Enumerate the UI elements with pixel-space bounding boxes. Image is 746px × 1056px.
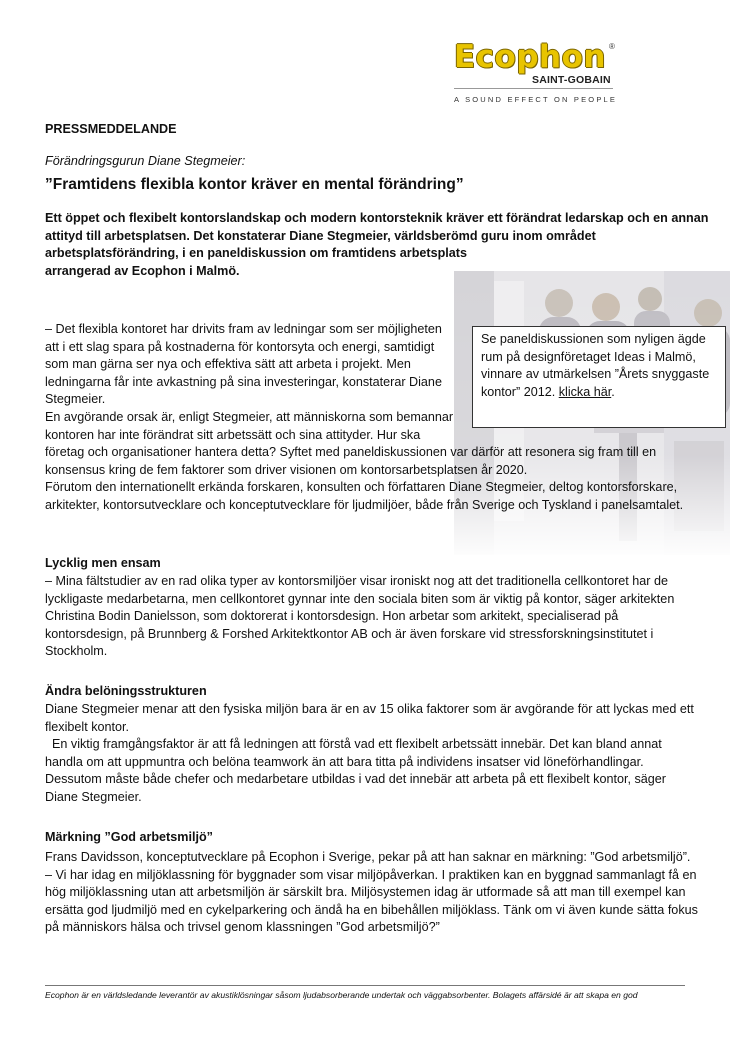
section-body-lycklig: – Mina fältstudier av en rad olika typer av kontorsmiljöer visar ironiskt nog att det traditionella cellkontoret har de lyckligaste medarbetarna, men cellkontoret gynnar inte den sociala biten som är viktig på kontor, säger arkitekten Christina Bodin Danielsson, som doktorerat i kontorsdesign. Hon arbetar som arkitekt, specialiserad på kontorsdesign, på Brunnberg & Forshed Arkitektkontor AB och är även forskare vid stressforskningsinstitutet i Stockholm.: [45, 574, 675, 659]
section-title-belonings: Ändra belöningsstrukturen: [45, 684, 207, 698]
lead-paragraph: Ett öppet och flexibelt kontorslandskap och modern kontorsteknik kräver ett förändrat ledarskap och en annan attityd till arbetsplatsen. Det konstaterar Diane Stegmeier, världsberömd guru inom området arbetsplatsförändring, i en paneldiskussion om framtidens arbetsplats arrangerad av Ecophon i Malmö.: [45, 211, 709, 278]
ecophon-logo: Ecophon: [454, 39, 606, 75]
section-title-lycklig: Lycklig men ensam: [45, 556, 161, 570]
logo-tagline: A SOUND EFFECT ON PEOPLE: [454, 95, 618, 104]
footer-text: Ecophon är en världsledande leverantör av akustiklösningar såsom ljudabsorberande undertak och väggabsorbenter. Bolagets affärsidé är att skapa en god: [45, 990, 638, 1000]
doc-label: PRESSMEDDELANDE: [45, 122, 177, 136]
body-paragraph-1: – Det flexibla kontoret har drivits fram av ledningar som ser möjligheten att i ett slag spara på kostnaderna för kontorsyta och energi, samtidigt som man gärna ser nya och effektiva sätt att arbeta i projekt. Men ledningarna får inte avkastning på sina investeringar, konstaterar Diane Stegmeier. En avgörande orsak är, enligt Stegmeier, att människorna som bemannar kontoren har inte förändrat sitt arbetssätt och sina attityder. Hur ska företag och organisationer hantera detta? Syftet med paneldiskussionen var därför att resonera sig fram till en konsensus kring de fem faktorer som driver visionen om kontorsarbetsplatsen år 2020. Förutom den internationellt erkända forskaren, konsulten och författaren Diane Stegmeier, deltog kontorsforskare, arkitekter, kontorsutvecklare och konceptutvecklare för ljudmiljöer, både från Sverige och Tyskland i panelsamtalet.: [45, 322, 684, 512]
section-body-markning: Frans Davidsson, konceptutvecklare på Ecophon i Sverige, pekar på att han saknar en märkning: ”God arbetsmiljö”. – Vi har idag en miljöklassning för byggnader som visar miljöpåverkan. I praktiken kan en byggnad sammanlagt få en hög miljöklassning utan att arbetsmiljön är särskilt bra. Miljösystemen idag är utformade så att man till exempel kan ersätta god ljudmiljö med en cykelparkering och ändå ha en bibehållen miljöklass. Tänk om vi även kunde sätta fokus på människors hälsa och trivsel genom klassningen ”God arbetsmiljö?”: [45, 850, 698, 935]
section-title-markning: Märkning ”God arbetsmiljö”: [45, 830, 213, 844]
kicker: Förändringsgurun Diane Stegmeier:: [45, 154, 246, 168]
logo-subbrand: SAINT-GOBAIN: [532, 74, 611, 86]
registered-mark: ®: [609, 42, 615, 51]
watch-video-link[interactable]: klicka här: [558, 384, 612, 399]
section-body-belonings: Diane Stegmeier menar att den fysiska miljön bara är en av 15 olika faktorer som är avgörande för att lyckas med ett flexibelt kontor. En viktig framgångsfaktor är att få ledningen att förstå vad ett flexibelt arbetssätt innebär. Det kan bland annat handla om att uppmuntra och belöna teamwork än att bara titta på individens insatser vid löneförhandlingar. Dessutom måste både chefer och medarbetare utbildas i vad det innebär att arbeta på ett flexibelt kontor, säger Diane Stegmeier.: [45, 702, 694, 804]
headline: ”Framtidens flexibla kontor kräver en mental förändring”: [45, 176, 464, 193]
video-info-end: .: [611, 384, 615, 399]
footer-divider: [45, 985, 685, 986]
logo-divider: [454, 88, 613, 89]
video-info-text: Se paneldiskussionen som nyligen ägde rum på designföretaget Ideas i Malmö, vinnare av utmärkelsen ”Årets snyggaste kontor” 2012.: [481, 332, 710, 399]
